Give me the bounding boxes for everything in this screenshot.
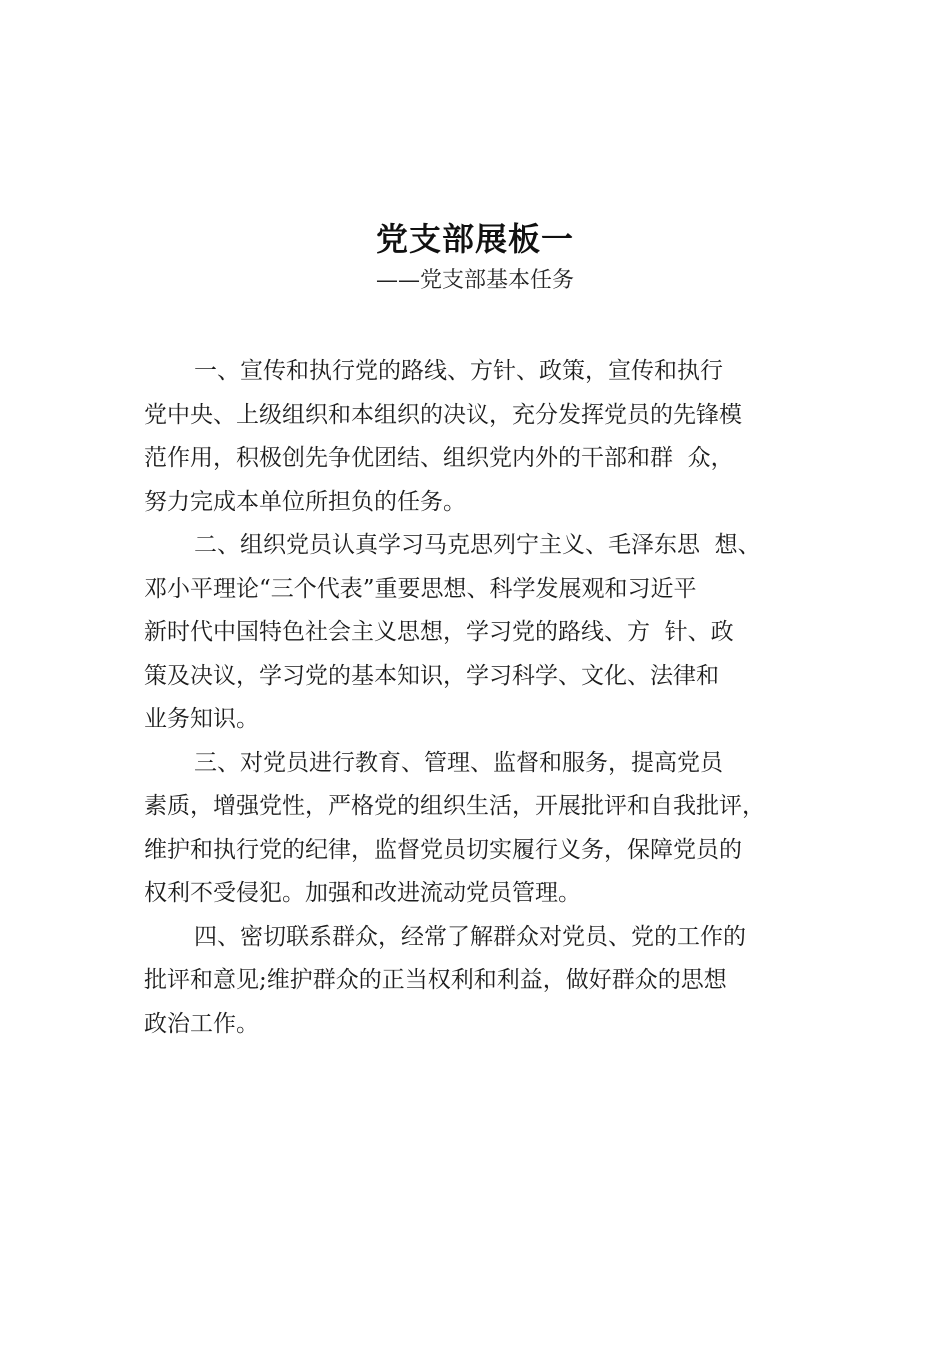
paragraph-task-4: [144, 916, 804, 1047]
text-line: 四、密切联系群众，经常了解群众对党员、党的工作的: [194, 923, 746, 950]
text-line: 权利不受侵犯。加强和改进流动党员管理。: [144, 880, 581, 906]
text-line: 二、组织党员认真学习马克思列宁主义、毛泽东思 想、: [194, 532, 761, 558]
text-line: 邓小平理论“三个代表”重要思想、科学发展观和习近平: [144, 575, 697, 602]
page-subtitle: ——党支部基本任务: [375, 268, 574, 293]
text-line: 党中央、上级组织和本组织的决议，充分发挥党员的先锋模: [144, 401, 742, 428]
text-line: 一、宣传和执行党的路线、方针、政策，宣传和执行: [194, 358, 723, 384]
paragraph-task-3: [144, 742, 804, 916]
page-title: 党支部展板一: [375, 220, 574, 258]
document-body: [144, 350, 804, 1046]
paragraph-task-1: [144, 350, 804, 524]
text-line: 三、对党员进行教育、管理、监督和服务，提高党员: [194, 749, 723, 776]
paragraph-task-2: [144, 524, 804, 742]
text-line: 政治工作。: [144, 1010, 259, 1037]
text-line: 范作用，积极创先争优团结、组织党内外的干部和群 众，: [144, 445, 734, 471]
text-line: 策及决议，学习党的基本知识，学习科学、文化、法律和: [144, 662, 719, 689]
text-line: 业务知识。: [144, 706, 259, 732]
text-line: 新时代中国特色社会主义思想，学习党的路线、方 针、政: [144, 619, 734, 645]
text-line: 维护和执行党的纪律，监督党员切实履行义务，保障党员的: [144, 836, 742, 863]
text-line: 素质，增强党性，严格党的组织生活，开展批评和自我批评，: [144, 793, 765, 819]
text-line: 努力完成本单位所担负的任务。: [144, 488, 466, 515]
text-line: 批评和意见;维护群众的正当权利和利益，做好群众的思想: [144, 967, 727, 993]
